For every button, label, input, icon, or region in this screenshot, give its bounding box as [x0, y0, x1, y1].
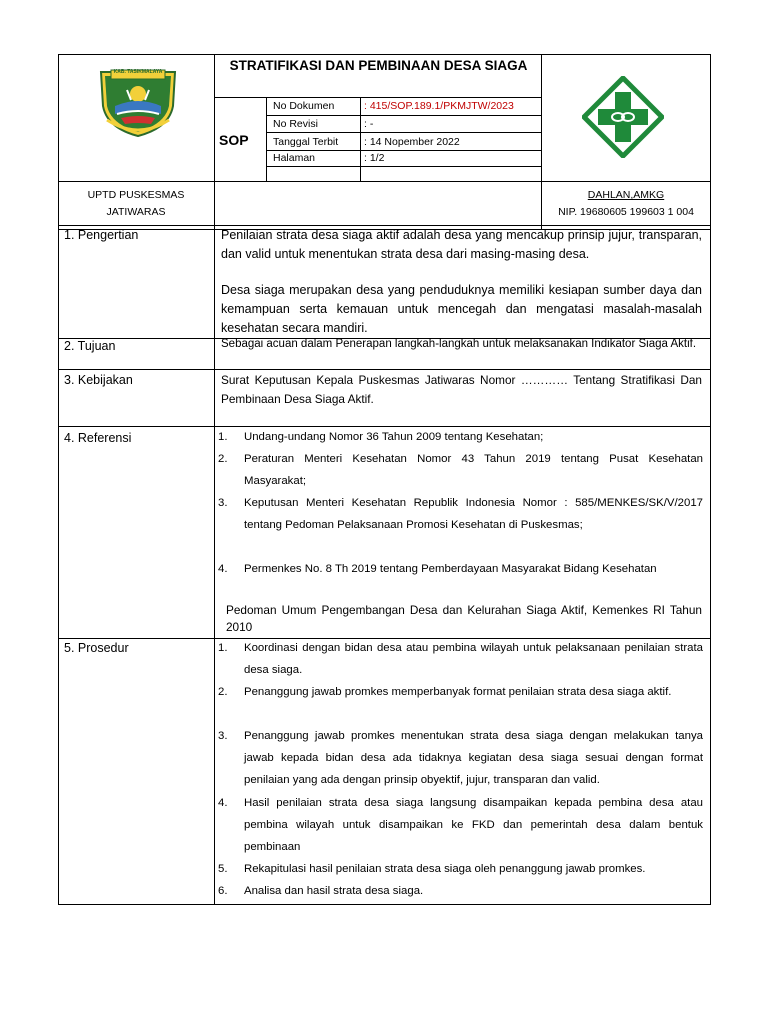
signer-block — [541, 187, 711, 221]
meta-value-tanggal-terbit: : 14 Nopember 2022 — [364, 136, 460, 148]
section-label-tujuan: 2. Tujuan — [64, 339, 116, 353]
list-text: Penanggung jawab promkes memperbanyak format penilaian strata desa siaga aktif. — [244, 686, 672, 698]
signer-nip: NIP. 19680605 199603 1 004 — [558, 206, 694, 218]
divider — [266, 97, 267, 181]
divider — [266, 115, 541, 116]
divider — [266, 132, 541, 133]
puskesmas-logo — [582, 76, 664, 158]
tujuan-text: Sebagai acuan dalam Penerapan langkah-langkah untuk melaksanakan Indikator Siaga Aktif. — [221, 338, 697, 350]
meta-value-no-revisi: : - — [364, 118, 374, 130]
list-number: 3. — [218, 730, 228, 742]
list-text: Penanggung jawab promkes menentukan strata desa siaga dengan melakukan tanya jawab kepada bidan desa ada tidaknya kegiatan desa siaga sesuai dengan format penilaian yang ada dengan prinsip obyektif, jujur, transparan dan valid. — [244, 730, 703, 786]
list-number: 4. — [218, 563, 228, 575]
page-title: STRATIFIKASI DAN PEMBINAAN DESA SIAGA — [229, 58, 528, 73]
regency-logo — [97, 66, 179, 138]
list-text: Permenkes No. 8 Th 2019 tentang Pemberdayaan Masyarakat Bidang Kesehatan — [244, 563, 657, 575]
list-number: 3. — [218, 497, 228, 509]
section-label-referensi: 4. Referensi — [64, 431, 132, 445]
meta-key-halaman: Halaman — [273, 152, 316, 164]
list-text: Undang-undang Nomor 36 Tahun 2009 tentang Kesehatan; — [244, 431, 544, 443]
list-number: 2. — [218, 453, 228, 465]
referensi-extra: Pedoman Umum Pengembangan Desa dan Kelurahan Siaga Aktif, Kemenkes RI Tahun 2010 — [226, 603, 702, 634]
list-text: Keputusan Menteri Kesehatan Republik Indonesia Nomor : 585/MENKES/SK/V/2017 tentang Pedoman Pelaksanaan Promosi Kesehatan di Puskesmas; — [244, 497, 703, 531]
list-number: 4. — [218, 797, 228, 809]
meta-key-no-revisi: No Revisi — [273, 118, 318, 130]
meta-value-no-dokumen: : 415/SOP.189.1/PKMJTW/2023 — [364, 100, 514, 112]
divider — [360, 97, 361, 181]
org-line-2: JATIWARAS — [106, 206, 166, 218]
meta-key-tanggal-terbit: Tanggal Terbit — [273, 136, 339, 148]
divider — [266, 150, 541, 151]
list-text: Koordinasi dengan bidan desa atau pembina wilayah untuk pelaksanaan penilaian strata desa siaga. — [244, 642, 703, 676]
section-label-kebijakan: 3. Kebijakan — [64, 373, 133, 387]
list-text: Hasil penilaian strata desa siaga langsung disampaikan kepada pembina desa atau pembina wilayah untuk disampaikan ke FKD dan pemerintah desa dalam bentuk pembinaan — [244, 797, 703, 853]
org-line-1: UPTD PUSKESMAS — [87, 189, 185, 201]
meta-key-no-dokumen: No Dokumen — [273, 100, 335, 112]
list-number: 6. — [218, 885, 228, 897]
list-text: Rekapitulasi hasil penilaian strata desa siaga oleh penanggung jawab promkes. — [244, 863, 646, 875]
meta-value-halaman: : 1/2 — [364, 152, 385, 164]
sop-label: SOP — [219, 132, 249, 148]
divider — [214, 97, 541, 98]
list-number: 1. — [218, 642, 228, 654]
divider — [58, 181, 711, 182]
kebijakan-text: Surat Keputusan Kepala Puskesmas Jatiwaras Nomor ………… Tentang Stratifikasi Dan Pembinaan Desa Siaga Aktif. — [221, 373, 702, 406]
pengertian-paragraph-2: Desa siaga merupakan desa yang penduduknya memiliki kesiapan sumber daya dan kemampuan serta kemauan untuk mencegah dan mengatasi masalah-masalah kesehatan secara mandiri. — [221, 283, 702, 335]
list-text: Analisa dan hasil strata desa siaga. — [244, 885, 424, 897]
section-label-prosedur: 5. Prosedur — [64, 641, 129, 655]
list-number: 2. — [218, 686, 228, 698]
logo-caption: KAB. TASIKMALAYA — [113, 69, 163, 75]
section-label-pengertian: 1. Pengertian — [64, 228, 139, 242]
pengertian-paragraph-1: Penilaian strata desa siaga aktif adalah desa yang mencakup prinsip jujur, transparan, dan valid untuk menentukan strata desa dari masing-masing desa. — [221, 228, 702, 261]
list-text: Peraturan Menteri Kesehatan Nomor 43 Tahun 2019 tentang Pusat Kesehatan Masyarakat; — [244, 453, 703, 487]
list-number: 1. — [218, 431, 228, 443]
org-name — [58, 187, 214, 221]
list-number: 5. — [218, 863, 228, 875]
signer-name: DAHLAN,AMKG — [587, 189, 665, 201]
divider — [266, 166, 541, 167]
divider — [58, 369, 711, 370]
